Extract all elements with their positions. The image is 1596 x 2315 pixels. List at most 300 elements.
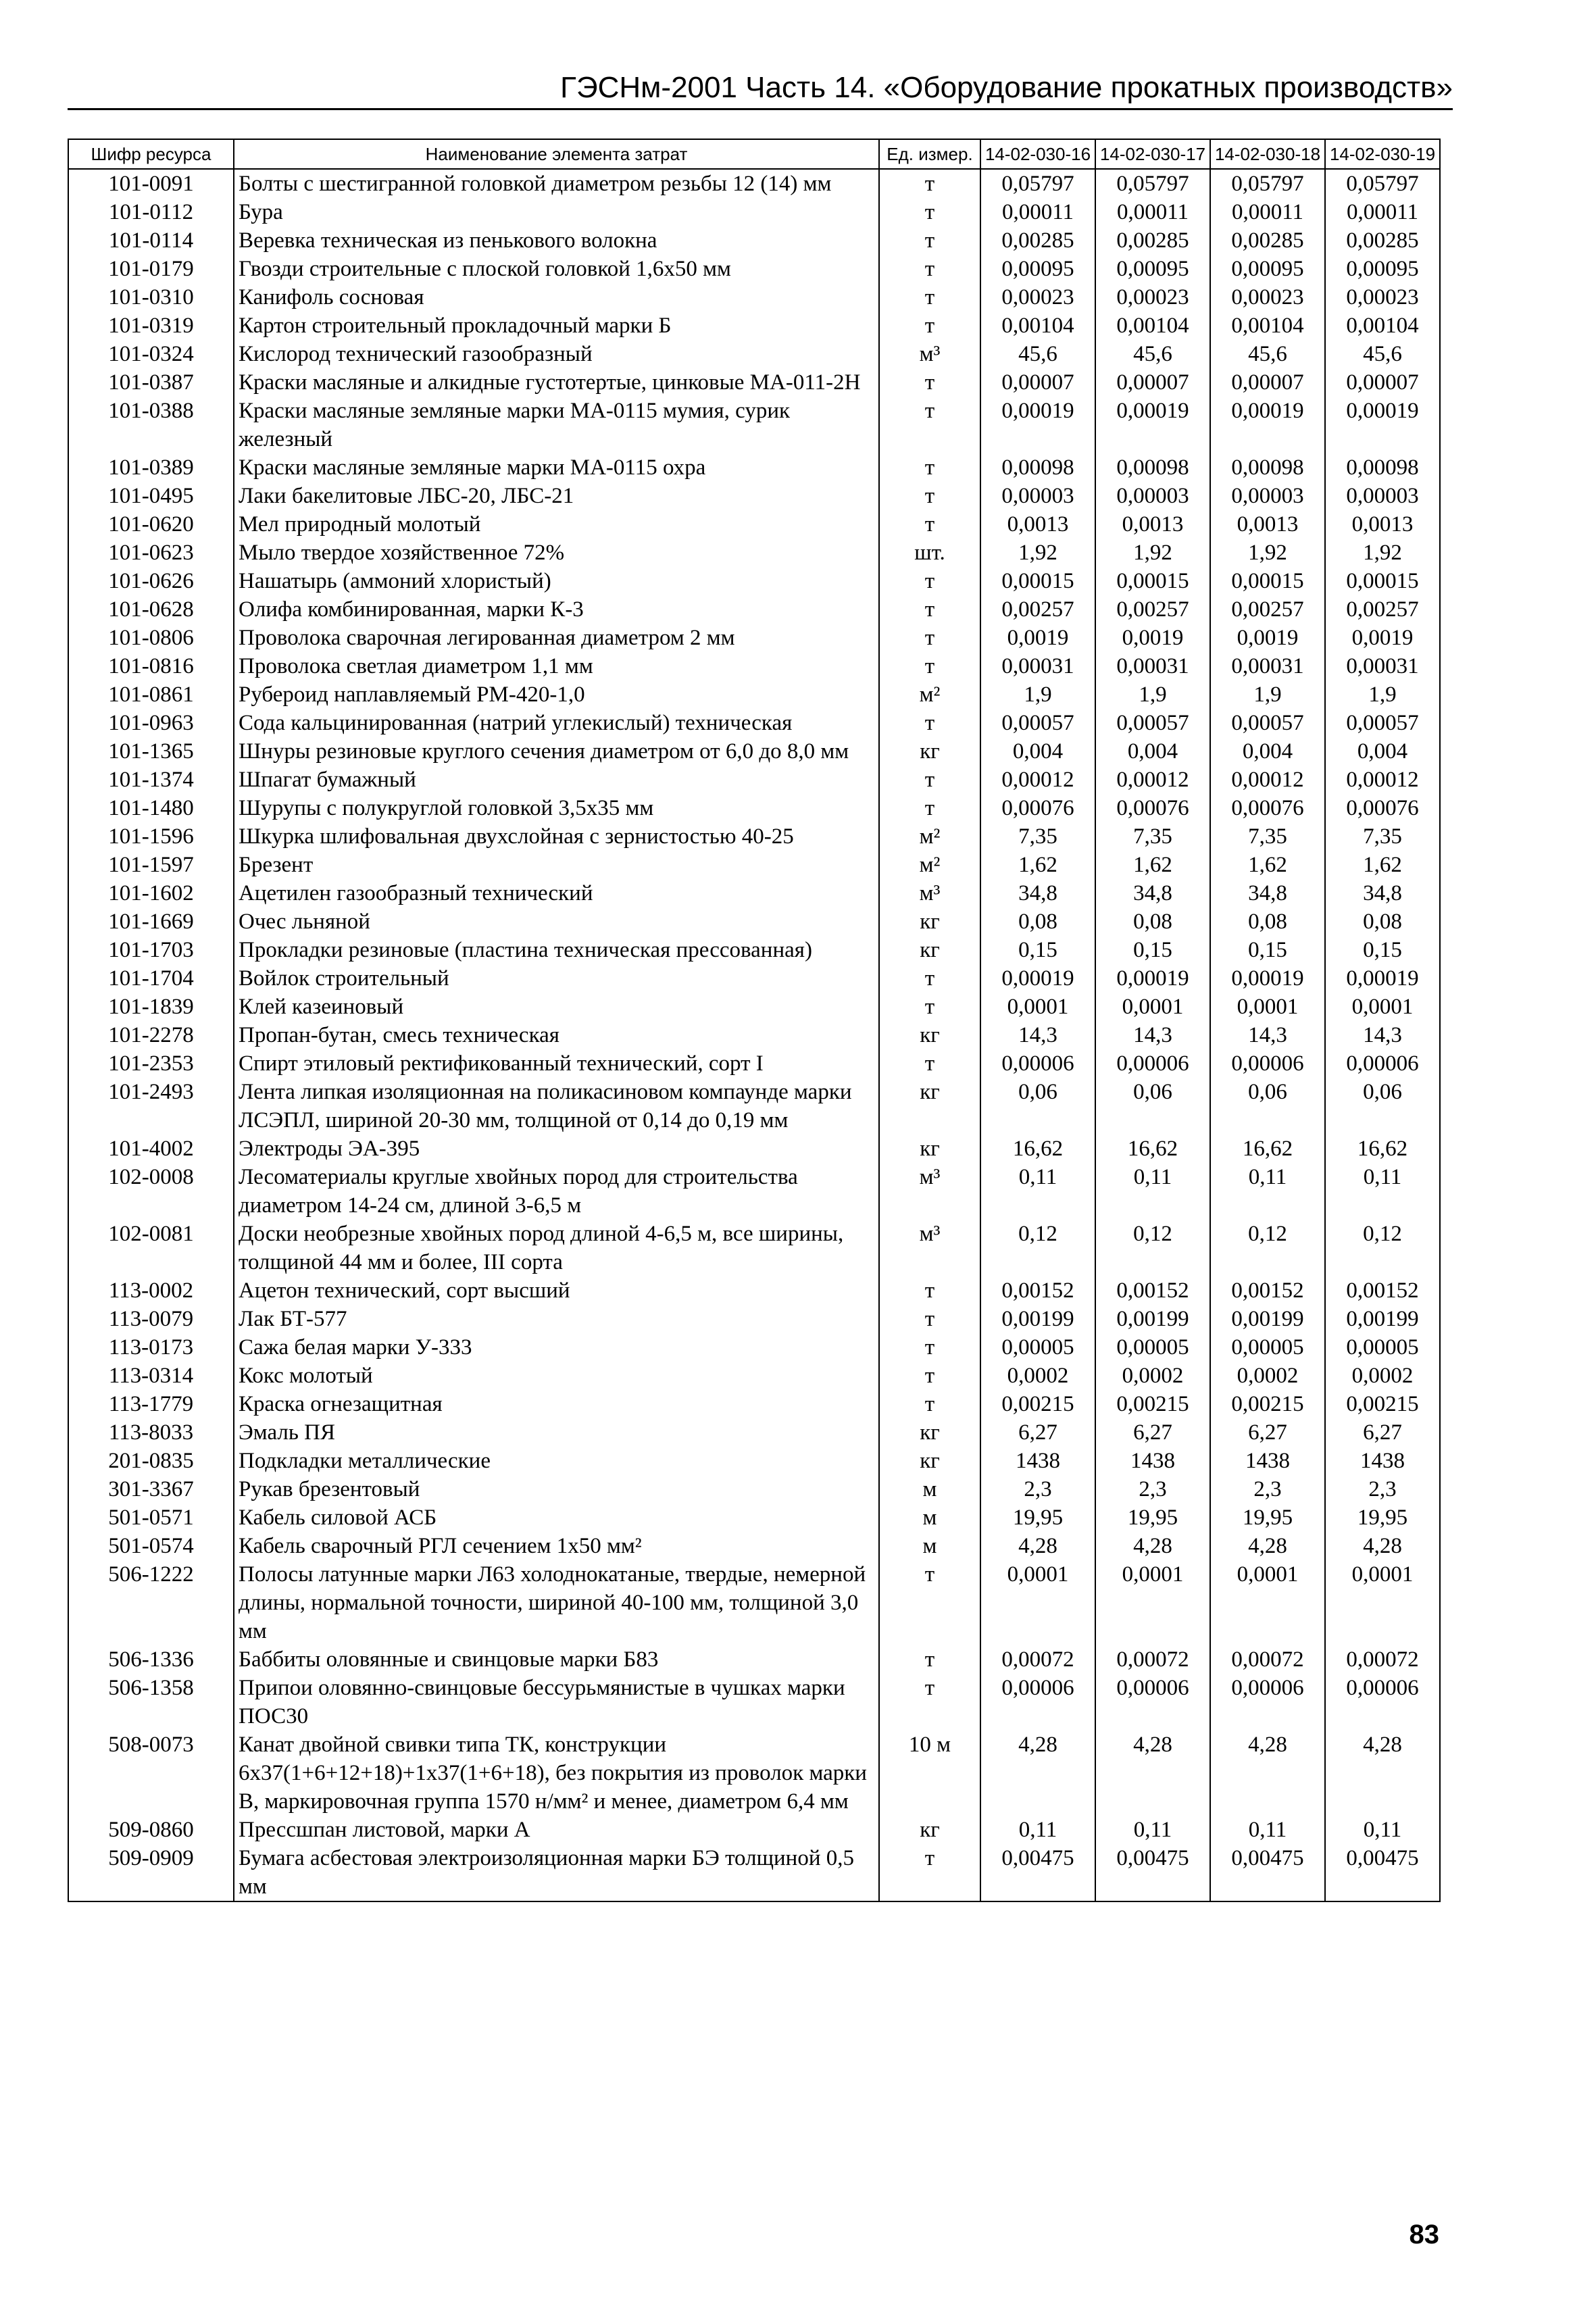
cell-value: 7,35 [1325, 822, 1440, 851]
cell-code: 101-2278 [68, 1021, 234, 1049]
cell-name: Припои оловянно-свинцовые бессурьмянистые в чушках марки ПОС30 [234, 1674, 879, 1731]
cell-code: 101-0861 [68, 680, 234, 709]
cell-value: 16,62 [1210, 1135, 1325, 1163]
cell-value: 0,00006 [1325, 1674, 1440, 1731]
cell-value: 0,00015 [1325, 567, 1440, 595]
cell-unit: т [879, 766, 980, 794]
cell-code: 101-4002 [68, 1135, 234, 1163]
cell-code: 506-1336 [68, 1645, 234, 1674]
cell-value: 0,15 [1095, 936, 1210, 964]
cell-name: Мыло твердое хозяйственное 72% [234, 539, 879, 567]
cell-value: 45,6 [1095, 340, 1210, 368]
table-row [68, 1418, 1440, 1447]
cell-value: 0,00215 [1210, 1390, 1325, 1418]
cell-name: Веревка техническая из пенькового волокна [234, 226, 879, 255]
cell-value: 0,00023 [1095, 283, 1210, 312]
cell-value: 0,00475 [1210, 1844, 1325, 1901]
cell-value: 0,00095 [1210, 255, 1325, 283]
cell-value: 0,05797 [1210, 169, 1325, 198]
cell-name: Полосы латунные марки Л63 холоднокатаные, твердые, немерной длины, нормальной точности, шириной 40-100 мм, толщиной 3,0 мм [234, 1560, 879, 1645]
cell-value: 34,8 [1210, 879, 1325, 907]
cell-name: Краски масляные и алкидные густотертые, цинковые МА-011-2Н [234, 368, 879, 397]
cell-value: 0,0001 [980, 1560, 1095, 1645]
cell-code: 101-0626 [68, 567, 234, 595]
cell-value: 0,00072 [1210, 1645, 1325, 1674]
cell-value: 0,00007 [980, 368, 1095, 397]
table-row [68, 907, 1440, 936]
table-row [68, 1503, 1440, 1532]
table-row [68, 1078, 1440, 1135]
cell-code: 101-0628 [68, 595, 234, 624]
cell-code: 101-0963 [68, 709, 234, 737]
cell-value: 0,00003 [1325, 482, 1440, 510]
cell-value: 0,0001 [1095, 1560, 1210, 1645]
cell-name: Нашатырь (аммоний хлористый) [234, 567, 879, 595]
cell-unit: м [879, 1532, 980, 1560]
cell-value: 0,00285 [1095, 226, 1210, 255]
cell-value: 0,00015 [1210, 567, 1325, 595]
cell-value: 0,00006 [980, 1674, 1095, 1731]
cell-name: Краски масляные земляные марки МА-0115 охра [234, 453, 879, 482]
cell-value: 0,00019 [1325, 964, 1440, 993]
cell-value: 0,00006 [1210, 1049, 1325, 1078]
cell-code: 101-1669 [68, 907, 234, 936]
cell-value: 0,00031 [980, 652, 1095, 680]
col-header-14-02-030-18: 14-02-030-18 [1210, 139, 1325, 169]
col-header-code: Шифр ресурса [68, 139, 234, 169]
cell-value: 0,05797 [1325, 169, 1440, 198]
cell-name: Картон строительный прокладочный марки Б [234, 312, 879, 340]
cell-name: Лак БТ-577 [234, 1305, 879, 1333]
cell-value: 0,004 [1095, 737, 1210, 766]
cell-unit: т [879, 1645, 980, 1674]
cell-value: 0,00019 [1095, 964, 1210, 993]
cell-value: 0,00057 [1095, 709, 1210, 737]
table-row [68, 1731, 1440, 1816]
cell-value: 0,00019 [1210, 964, 1325, 993]
cell-unit: т [879, 1674, 980, 1731]
cell-value: 4,28 [1325, 1731, 1440, 1816]
cell-code: 101-2353 [68, 1049, 234, 1078]
table-row [68, 1532, 1440, 1560]
cell-value: 0,00285 [980, 226, 1095, 255]
cell-value: 0,0013 [1210, 510, 1325, 539]
cell-name: Рубероид наплавляемый РМ-420-1,0 [234, 680, 879, 709]
cell-name: Сода кальцинированная (натрий углекислый) техническая [234, 709, 879, 737]
cell-value: 7,35 [1210, 822, 1325, 851]
cell-unit: м² [879, 680, 980, 709]
table-row [68, 737, 1440, 766]
cell-value: 1438 [980, 1447, 1095, 1475]
cell-value: 0,0019 [1210, 624, 1325, 652]
cell-value: 34,8 [980, 879, 1095, 907]
cell-name: Бура [234, 198, 879, 226]
cell-value: 0,00285 [1210, 226, 1325, 255]
cell-value: 0,06 [1095, 1078, 1210, 1135]
cell-value: 0,0013 [1325, 510, 1440, 539]
cell-unit: т [879, 1276, 980, 1305]
cell-code: 113-8033 [68, 1418, 234, 1447]
cell-value: 0,00011 [1210, 198, 1325, 226]
cell-unit: т [879, 1844, 980, 1901]
cell-value: 2,3 [980, 1475, 1095, 1503]
cell-value: 0,11 [1095, 1163, 1210, 1220]
cell-code: 101-1597 [68, 851, 234, 879]
cell-code: 101-0112 [68, 198, 234, 226]
cell-value: 0,00003 [1210, 482, 1325, 510]
cell-code: 113-0173 [68, 1333, 234, 1362]
cell-value: 1,9 [1210, 680, 1325, 709]
cell-value: 2,3 [1210, 1475, 1325, 1503]
cell-code: 101-1704 [68, 964, 234, 993]
table-row [68, 652, 1440, 680]
table-row [68, 1021, 1440, 1049]
cell-unit: м³ [879, 879, 980, 907]
cell-unit: т [879, 1049, 980, 1078]
cell-value: 4,28 [980, 1731, 1095, 1816]
cell-value: 0,00031 [1095, 652, 1210, 680]
table-row [68, 964, 1440, 993]
cell-value: 0,00098 [1210, 453, 1325, 482]
cell-unit: кг [879, 737, 980, 766]
cell-value: 0,0002 [1325, 1362, 1440, 1390]
cell-value: 0,06 [1210, 1078, 1325, 1135]
cell-name: Лента липкая изоляционная на поликасиновом компаунде марки ЛСЭПЛ, шириной 20-30 мм, толщиной от 0,14 до 0,19 мм [234, 1078, 879, 1135]
cell-value: 0,0001 [1095, 993, 1210, 1021]
cell-code: 101-0816 [68, 652, 234, 680]
cell-value: 0,00019 [1325, 397, 1440, 453]
cell-code: 101-0114 [68, 226, 234, 255]
table-row [68, 1333, 1440, 1362]
cell-value: 0,00006 [1095, 1674, 1210, 1731]
cell-value: 0,0019 [1095, 624, 1210, 652]
cell-value: 6,27 [1325, 1418, 1440, 1447]
cell-code: 101-1602 [68, 879, 234, 907]
cell-value: 0,11 [980, 1816, 1095, 1844]
cell-code: 506-1222 [68, 1560, 234, 1645]
col-header-name: Наименование элемента затрат [234, 139, 879, 169]
col-header-14-02-030-16: 14-02-030-16 [980, 139, 1095, 169]
cell-unit: кг [879, 1418, 980, 1447]
cell-value: 0,05797 [980, 169, 1095, 198]
cell-unit: т [879, 993, 980, 1021]
cell-value: 0,00015 [1095, 567, 1210, 595]
cell-unit: т [879, 226, 980, 255]
table-row [68, 766, 1440, 794]
table-row [68, 283, 1440, 312]
cell-value: 1,62 [1210, 851, 1325, 879]
cell-value: 0,00011 [1325, 198, 1440, 226]
cell-value: 0,00007 [1325, 368, 1440, 397]
cell-value: 0,00005 [1210, 1333, 1325, 1362]
cell-value: 0,00072 [980, 1645, 1095, 1674]
cell-value: 0,15 [1325, 936, 1440, 964]
cell-unit: т [879, 368, 980, 397]
cell-value: 14,3 [1210, 1021, 1325, 1049]
table-row [68, 1135, 1440, 1163]
table-row [68, 198, 1440, 226]
table-row [68, 368, 1440, 397]
table-header-row [68, 139, 1440, 169]
cell-code: 101-0623 [68, 539, 234, 567]
cell-unit: кг [879, 936, 980, 964]
col-header-14-02-030-17: 14-02-030-17 [1095, 139, 1210, 169]
cell-value: 0,00031 [1325, 652, 1440, 680]
cell-code: 201-0835 [68, 1447, 234, 1475]
table-row [68, 936, 1440, 964]
cell-name: Шурупы с полукруглой головкой 3,5x35 мм [234, 794, 879, 822]
cell-value: 34,8 [1325, 879, 1440, 907]
cell-value: 14,3 [1095, 1021, 1210, 1049]
cell-value: 0,00012 [1325, 766, 1440, 794]
cell-unit: 10 м [879, 1731, 980, 1816]
cell-value: 0,00257 [980, 595, 1095, 624]
cell-value: 2,3 [1095, 1475, 1210, 1503]
cell-value: 0,00257 [1325, 595, 1440, 624]
cell-value: 0,00095 [1325, 255, 1440, 283]
cell-value: 0,00057 [980, 709, 1095, 737]
cell-value: 0,00475 [1095, 1844, 1210, 1901]
cell-code: 101-2493 [68, 1078, 234, 1135]
table-row [68, 1362, 1440, 1390]
cell-value: 0,06 [980, 1078, 1095, 1135]
cell-value: 0,00012 [1095, 766, 1210, 794]
table-row [68, 1390, 1440, 1418]
cell-value: 0,08 [1325, 907, 1440, 936]
cell-name: Доски необрезные хвойных пород длиной 4-6,5 м, все ширины, толщиной 44 мм и более, III сорта [234, 1220, 879, 1276]
cell-value: 0,00199 [1095, 1305, 1210, 1333]
cell-value: 0,0019 [1325, 624, 1440, 652]
cell-value: 1,92 [1210, 539, 1325, 567]
cell-value: 0,11 [1325, 1163, 1440, 1220]
table-row [68, 1475, 1440, 1503]
cell-unit: т [879, 1305, 980, 1333]
cell-value: 0,0001 [1325, 1560, 1440, 1645]
cell-unit: т [879, 652, 980, 680]
cell-value: 0,00007 [1095, 368, 1210, 397]
table-row [68, 567, 1440, 595]
table-row [68, 226, 1440, 255]
cell-value: 0,00098 [1095, 453, 1210, 482]
cell-value: 0,00006 [1210, 1674, 1325, 1731]
cell-name: Рукав брезентовый [234, 1475, 879, 1503]
cell-value: 0,00023 [980, 283, 1095, 312]
cell-code: 102-0081 [68, 1220, 234, 1276]
cell-code: 113-1779 [68, 1390, 234, 1418]
cell-name: Электроды ЭА-395 [234, 1135, 879, 1163]
cell-value: 0,15 [980, 936, 1095, 964]
table-row [68, 595, 1440, 624]
cell-name: Кабель сварочный РГЛ сечением 1x50 мм² [234, 1532, 879, 1560]
table-row [68, 510, 1440, 539]
table-row [68, 794, 1440, 822]
cell-name: Баббиты оловянные и свинцовые марки Б83 [234, 1645, 879, 1674]
col-header-unit: Ед. измер. [879, 139, 980, 169]
cell-value: 0,11 [1095, 1816, 1210, 1844]
cell-value: 0,00257 [1210, 595, 1325, 624]
cell-value: 0,00057 [1325, 709, 1440, 737]
cell-value: 4,28 [1210, 1532, 1325, 1560]
cell-value: 0,00475 [980, 1844, 1095, 1901]
col-header-14-02-030-19: 14-02-030-19 [1325, 139, 1440, 169]
cell-value: 0,00215 [1325, 1390, 1440, 1418]
cell-unit: м³ [879, 1220, 980, 1276]
cell-value: 14,3 [1325, 1021, 1440, 1049]
cell-unit: шт. [879, 539, 980, 567]
cell-unit: кг [879, 1816, 980, 1844]
cell-value: 1,9 [1095, 680, 1210, 709]
cell-value: 0,00005 [980, 1333, 1095, 1362]
cell-name: Прессшпан листовой, марки А [234, 1816, 879, 1844]
cell-value: 0,00003 [980, 482, 1095, 510]
cell-value: 2,3 [1325, 1475, 1440, 1503]
table-row [68, 1220, 1440, 1276]
cell-value: 0,00152 [1095, 1276, 1210, 1305]
table-row [68, 1816, 1440, 1844]
table-row [68, 1844, 1440, 1901]
cell-name: Подкладки металлические [234, 1447, 879, 1475]
cell-unit: т [879, 283, 980, 312]
table-row [68, 993, 1440, 1021]
cell-name: Кокс молотый [234, 1362, 879, 1390]
cell-value: 0,0001 [1210, 1560, 1325, 1645]
cell-name: Спирт этиловый ректификованный технический, сорт I [234, 1049, 879, 1078]
cell-name: Бумага асбестовая электроизоляционная марки БЭ толщиной 0,5 мм [234, 1844, 879, 1901]
cell-name: Шкурка шлифовальная двухслойная с зернистостью 40-25 [234, 822, 879, 851]
cell-name: Краска огнезащитная [234, 1390, 879, 1418]
cell-value: 16,62 [980, 1135, 1095, 1163]
cell-value: 6,27 [1210, 1418, 1325, 1447]
resource-table [68, 139, 1441, 1902]
cell-unit: кг [879, 1078, 980, 1135]
cell-value: 0,00011 [980, 198, 1095, 226]
cell-value: 0,00031 [1210, 652, 1325, 680]
cell-value: 0,0002 [1095, 1362, 1210, 1390]
table-row [68, 1674, 1440, 1731]
cell-value: 4,28 [1210, 1731, 1325, 1816]
cell-unit: т [879, 1390, 980, 1418]
cell-value: 0,0013 [980, 510, 1095, 539]
cell-code: 101-0324 [68, 340, 234, 368]
cell-name: Лесоматериалы круглые хвойных пород для строительства диаметром 14-24 см, длиной 3-6,5 м [234, 1163, 879, 1220]
table-row [68, 255, 1440, 283]
cell-value: 0,00104 [1095, 312, 1210, 340]
cell-value: 0,00023 [1210, 283, 1325, 312]
cell-value: 1438 [1210, 1447, 1325, 1475]
cell-name: Канифоль сосновая [234, 283, 879, 312]
cell-value: 0,12 [1210, 1220, 1325, 1276]
cell-code: 101-0179 [68, 255, 234, 283]
cell-value: 0,00152 [980, 1276, 1095, 1305]
page-number: 83 [1409, 2220, 1439, 2249]
cell-name: Брезент [234, 851, 879, 879]
cell-value: 0,0001 [1210, 993, 1325, 1021]
cell-value: 0,00072 [1095, 1645, 1210, 1674]
cell-value: 19,95 [980, 1503, 1095, 1532]
cell-name: Мел природный молотый [234, 510, 879, 539]
table-row [68, 1447, 1440, 1475]
cell-value: 0,00006 [1095, 1049, 1210, 1078]
cell-value: 0,0019 [980, 624, 1095, 652]
cell-value: 0,12 [980, 1220, 1095, 1276]
cell-value: 0,004 [1210, 737, 1325, 766]
cell-value: 0,004 [1325, 737, 1440, 766]
table-row [68, 1305, 1440, 1333]
cell-value: 1,62 [1325, 851, 1440, 879]
cell-value: 34,8 [1095, 879, 1210, 907]
cell-unit: м³ [879, 1163, 980, 1220]
header-rule [68, 108, 1453, 110]
cell-code: 506-1358 [68, 1674, 234, 1731]
cell-code: 509-0909 [68, 1844, 234, 1901]
cell-code: 101-1703 [68, 936, 234, 964]
cell-value: 0,00003 [1095, 482, 1210, 510]
cell-value: 0,00023 [1325, 283, 1440, 312]
cell-value: 0,00076 [1325, 794, 1440, 822]
cell-name: Клей казеиновый [234, 993, 879, 1021]
cell-value: 0,00019 [1210, 397, 1325, 453]
cell-name: Олифа комбинированная, марки К-3 [234, 595, 879, 624]
cell-name: Прокладки резиновые (пластина техническая прессованная) [234, 936, 879, 964]
cell-code: 101-1839 [68, 993, 234, 1021]
cell-value: 1,62 [980, 851, 1095, 879]
cell-name: Лаки бакелитовые ЛБС-20, ЛБС-21 [234, 482, 879, 510]
table-row [68, 169, 1440, 198]
cell-value: 0,00076 [1210, 794, 1325, 822]
cell-code: 101-1374 [68, 766, 234, 794]
cell-value: 0,12 [1325, 1220, 1440, 1276]
cell-value: 0,15 [1210, 936, 1325, 964]
cell-value: 0,11 [1210, 1163, 1325, 1220]
table-row [68, 709, 1440, 737]
cell-unit: т [879, 312, 980, 340]
cell-value: 0,06 [1325, 1078, 1440, 1135]
cell-unit: м² [879, 822, 980, 851]
cell-value: 0,00098 [1325, 453, 1440, 482]
cell-value: 0,11 [980, 1163, 1095, 1220]
cell-value: 0,00095 [980, 255, 1095, 283]
cell-code: 101-0620 [68, 510, 234, 539]
cell-name: Пропан-бутан, смесь техническая [234, 1021, 879, 1049]
cell-code: 101-1480 [68, 794, 234, 822]
cell-value: 0,00152 [1325, 1276, 1440, 1305]
cell-value: 0,004 [980, 737, 1095, 766]
cell-unit: т [879, 595, 980, 624]
running-header: ГЭСНм-2001 Часть 14. «Оборудование прокатных производств» [560, 71, 1453, 104]
cell-unit: т [879, 709, 980, 737]
cell-code: 101-0319 [68, 312, 234, 340]
cell-unit: т [879, 1362, 980, 1390]
cell-value: 0,00072 [1325, 1645, 1440, 1674]
cell-value: 0,0013 [1095, 510, 1210, 539]
cell-unit: т [879, 794, 980, 822]
cell-value: 1,62 [1095, 851, 1210, 879]
cell-unit: т [879, 1333, 980, 1362]
table-row [68, 1560, 1440, 1645]
cell-value: 0,00019 [980, 397, 1095, 453]
cell-code: 509-0860 [68, 1816, 234, 1844]
cell-value: 1,92 [1095, 539, 1210, 567]
cell-code: 501-0574 [68, 1532, 234, 1560]
table-row [68, 1276, 1440, 1305]
cell-value: 0,12 [1095, 1220, 1210, 1276]
cell-value: 0,00076 [1095, 794, 1210, 822]
cell-unit: кг [879, 1447, 980, 1475]
cell-name: Кислород технический газообразный [234, 340, 879, 368]
cell-value: 0,00007 [1210, 368, 1325, 397]
cell-unit: кг [879, 1021, 980, 1049]
cell-value: 1,9 [980, 680, 1095, 709]
